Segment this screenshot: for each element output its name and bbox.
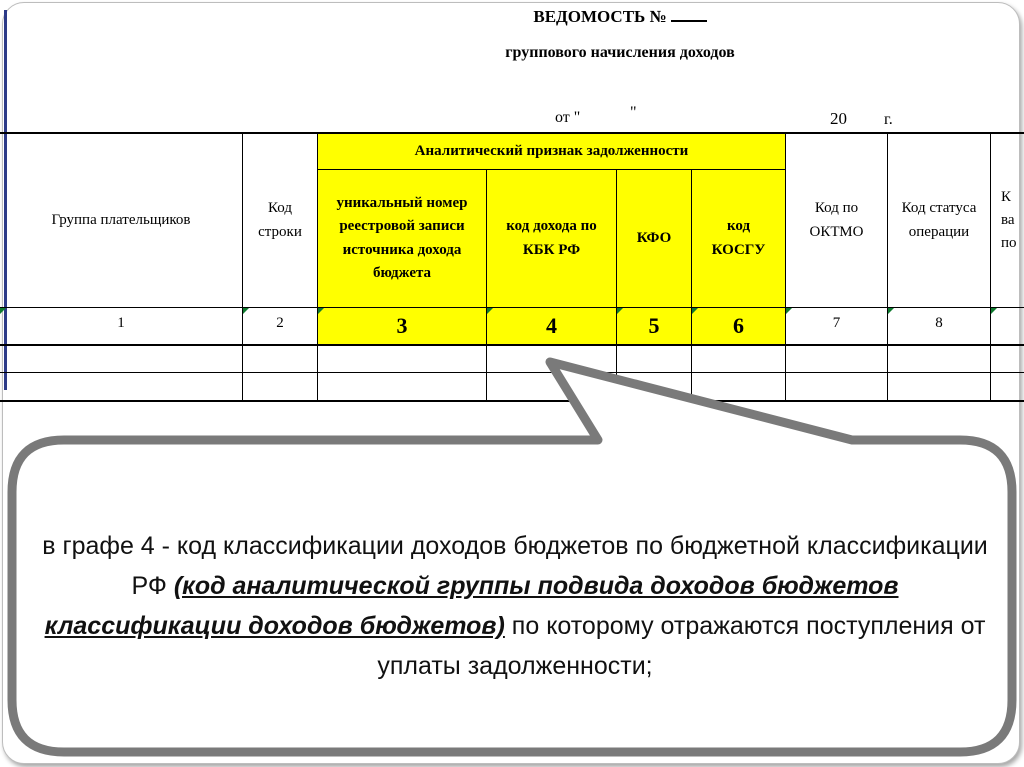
- date-from-label: от ": [555, 109, 581, 126]
- date-year-label: 20: [830, 109, 847, 128]
- col-number-2: 2: [276, 315, 284, 331]
- document-subtitle: группового начисления доходов: [505, 44, 735, 61]
- col-kfo-header: КФО: [636, 229, 672, 246]
- col-analytic-header: Аналитический признак задолженности: [414, 142, 689, 159]
- col-number-4: 4: [546, 312, 557, 338]
- callout-text-after: по которому отражаются поступления от уплаты задолженности;: [377, 612, 986, 680]
- col-kosgu-header: код КОСГУ: [711, 218, 766, 258]
- date-quote: ": [630, 104, 637, 121]
- col-group-header: Группа плательщиков: [51, 211, 191, 228]
- col-number-3: 3: [396, 312, 408, 338]
- document-title: ВЕДОМОСТЬ №: [420, 6, 820, 27]
- col-currency-header-partial: К ва по: [1001, 188, 1017, 252]
- col-oktmo-header: Код по ОКТМО: [809, 200, 864, 240]
- callout-text-before: в графе 4 - код классификации доходов бюджетов по бюджетной классификации РФ: [42, 532, 988, 600]
- col-number-6: 6: [733, 312, 744, 338]
- col-number-8: 8: [935, 315, 943, 331]
- col-row-code-header: Код строки: [258, 200, 302, 240]
- col-number-5: 5: [648, 312, 660, 338]
- callout-text-emphasis: (код аналитической группы подвида доходов бюджетов классификации доходов бюджетов): [44, 572, 899, 640]
- col-unique-number-header: уникальный номер реестровой записи источника дохода бюджета: [336, 195, 468, 281]
- callout-text: [40, 526, 990, 686]
- col-status-header: Код статуса операции: [901, 200, 977, 240]
- col-number-1: 1: [117, 315, 125, 331]
- col-number-7: 7: [832, 315, 841, 331]
- col-income-code-header: код дохода по КБК РФ: [506, 218, 597, 258]
- date-g-label: г.: [884, 111, 893, 128]
